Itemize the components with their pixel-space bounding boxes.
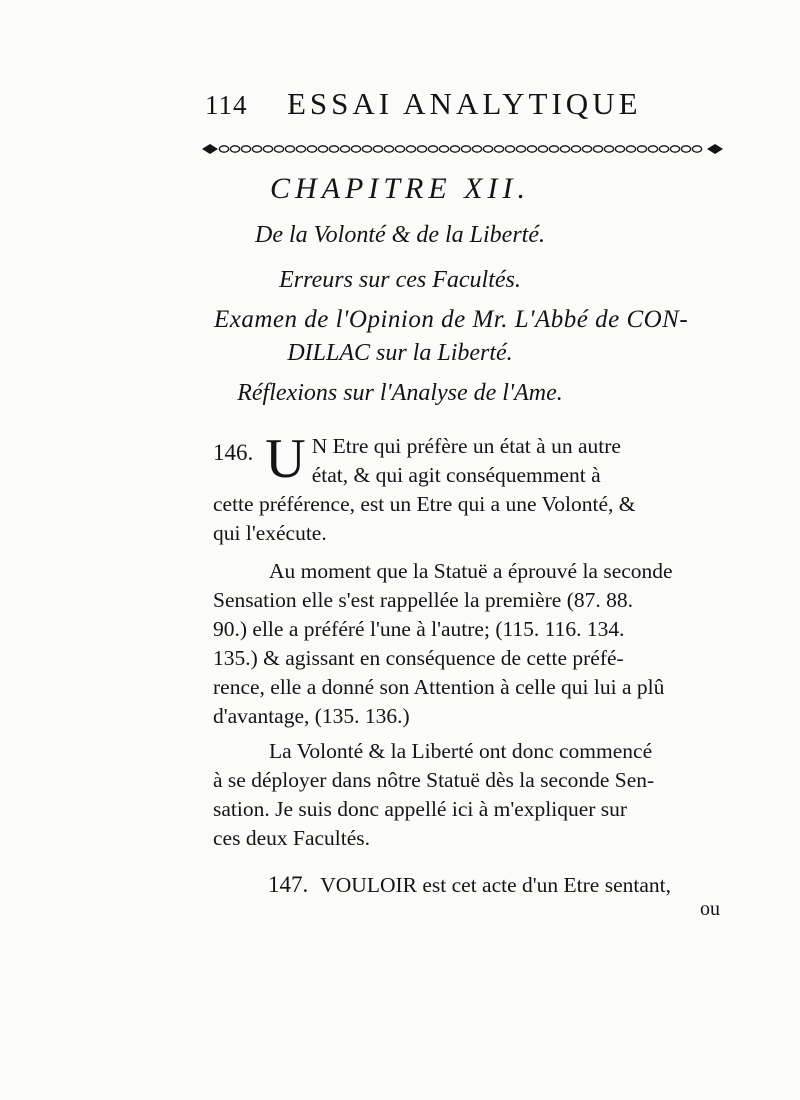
text-line: 135.) & agissant en conséquence de cette préfé- [213, 646, 624, 670]
catchword: ou [700, 898, 720, 920]
text-line: rence, elle a donné son Attention à celle qui lui a plû [213, 675, 665, 699]
chapter-heading-3-line-1: Examen de l'Opinion de Mr. L'Abbé de CON- [214, 306, 689, 333]
chapter-title: CHAPITRE XII. [270, 172, 530, 205]
text-line: 90.) elle a préféré l'une à l'autre; (115. 116. 134. [213, 617, 625, 641]
paragraph-146 [213, 428, 725, 548]
chapter-heading-1: De la Volonté & de la Liberté. [255, 222, 545, 248]
paragraph-number: 146. [213, 440, 254, 465]
chapter-heading-4: Réflexions sur l'Analyse de l'Ame. [237, 380, 563, 406]
text-line: Sensation elle s'est rappellée la première (87. 88. [213, 588, 633, 612]
chapter-heading-3-line-2: DILLAC sur la Liberté. [287, 340, 513, 366]
text-line: à se déployer dans nôtre Statuë dès la seconde Sen- [213, 768, 655, 792]
text-line: ces deux Facultés. [213, 826, 371, 850]
paragraph-number: 147. [268, 872, 309, 897]
running-head [205, 84, 645, 128]
paragraph-statue [213, 557, 725, 731]
text-line: La Volonté & la Liberté ont donc commencé [269, 739, 653, 763]
running-title: ESSAI ANALYTIQUE [287, 86, 642, 121]
decorative-rule-icon [200, 140, 725, 158]
drop-cap: U [265, 428, 306, 490]
text-line: VOULOIR est cet acte d'un Etre sentant, [320, 873, 671, 897]
paragraph-volonte [213, 737, 725, 853]
text-line: état, & qui agit conséquemment à [311, 463, 601, 487]
text-line: qui l'exécute. [213, 521, 327, 545]
page-number: 114 [205, 90, 248, 120]
chapter-heading-2: Erreurs sur ces Facultés. [279, 267, 521, 293]
text-line: N Etre qui préfère un état à un autre [311, 434, 621, 458]
paragraph-147 [268, 870, 726, 900]
text-line: Au moment que la Statuë a éprouvé la seconde [269, 559, 673, 583]
text-line: sation. Je suis donc appellé ici à m'expliquer sur [213, 797, 628, 821]
text-line: d'avantage, (135. 136.) [213, 704, 410, 728]
text-line: cette préférence, est un Etre qui a une Volonté, & [213, 492, 636, 516]
